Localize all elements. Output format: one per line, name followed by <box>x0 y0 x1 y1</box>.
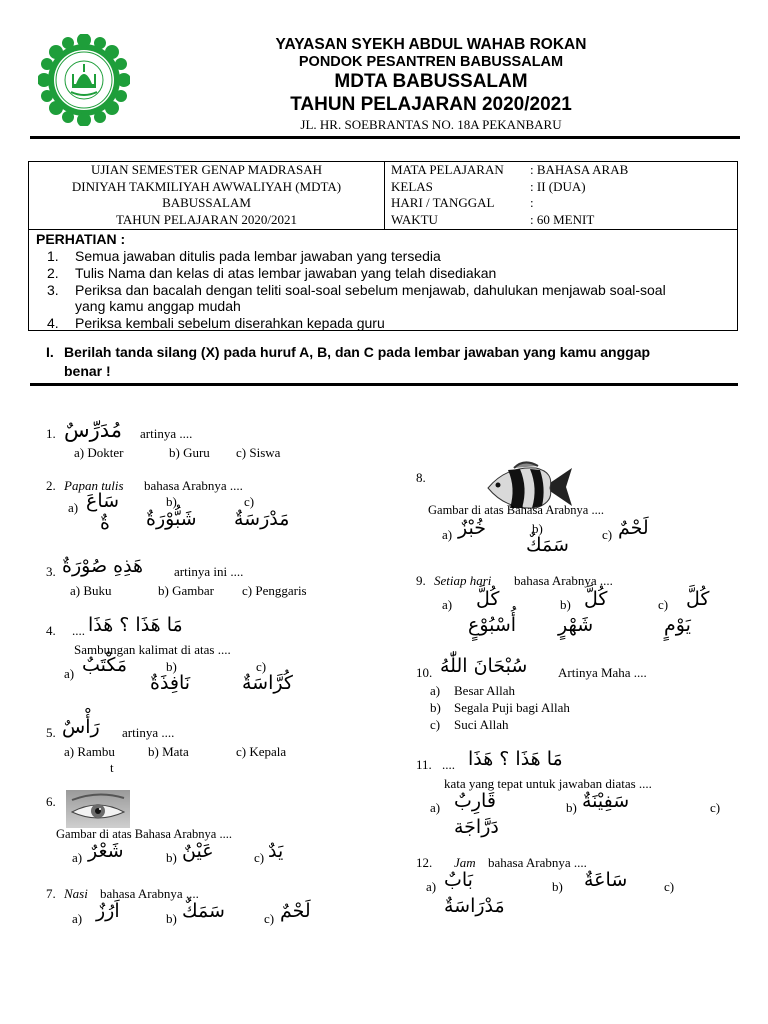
question-number: 11. <box>416 757 432 772</box>
option-a-arabic-top: كُلَّ <box>476 588 500 610</box>
field-value-time: : 60 MENIT <box>530 211 595 227</box>
option-a-arabic-wrap: ةٌ <box>100 512 110 534</box>
option-b-arabic: سَاعَةٌ <box>584 869 628 891</box>
option-a: a) Dokter <box>74 445 124 460</box>
question-number: 8. <box>416 470 426 485</box>
question-text: artinya .... <box>140 426 193 441</box>
field-label-class: KELAS <box>391 178 433 194</box>
option-c-text: Suci Allah <box>454 717 509 732</box>
option-a-arabic: سَاعَ <box>86 490 120 512</box>
option-c: c) Siswa <box>236 445 281 460</box>
option-b: b) Mata <box>148 744 189 759</box>
school-address: JL. HR. SOEBRANTAS NO. 18A PEKANBARU <box>300 117 562 132</box>
question-arabic: رَأْسٌ <box>62 716 100 738</box>
option-b-text: Segala Puji bagi Allah <box>454 700 570 715</box>
header-rule <box>30 136 740 139</box>
field-label-subject: MATA PELAJARAN <box>391 162 504 177</box>
option-a-wrap: t <box>110 760 114 775</box>
option-b: b) <box>560 597 571 612</box>
school-name: PONDOK PESANTREN BABUSSALAM <box>298 54 564 70</box>
question-keyword: Papan tulis <box>64 478 124 493</box>
option-c-arabic-top: كُلَّ <box>686 588 710 610</box>
question-text: kata yang tepat untuk jawaban diatas .... <box>444 776 652 791</box>
option-b: b) <box>166 659 177 674</box>
option-b: b) Gambar <box>158 583 214 598</box>
option-b-arabic: عَيْنٌ <box>182 840 214 862</box>
notice-num: 4. <box>47 315 59 331</box>
instruction-line: benar ! <box>64 363 111 379</box>
option-b: b) <box>166 911 177 926</box>
question-number: 4. <box>46 623 56 638</box>
option-c-arabic: مَدْرَاسَةٌ <box>444 895 505 917</box>
option-a: a) <box>442 527 453 542</box>
option-c: c) <box>602 527 613 542</box>
question-number: 3. <box>46 564 56 579</box>
question-arabic: سُبْحَانَ اللّٰهُ <box>440 655 528 677</box>
question-keyword: Nasi <box>64 886 88 901</box>
option-c-arabic: لَحْمٌ <box>618 517 649 539</box>
option-b: b) <box>552 879 563 894</box>
notice-item: yang kamu anggap mudah <box>75 298 241 314</box>
option-a-arabic: خُبْزٌ <box>458 517 486 539</box>
question-number: 10. <box>416 665 433 680</box>
option-a-arabic: بَابٌ <box>444 869 473 891</box>
question-arabic: مَا هَذَا ؟ هَذَا <box>468 748 563 770</box>
option-a-arabic: مَكْتَبٌ <box>82 654 128 676</box>
option-a-arabic: قَارِبٌ <box>454 790 496 812</box>
option-c: c) <box>264 911 275 926</box>
option-a-arabic: أُسْبُوْعٍ <box>468 614 517 636</box>
exam-fields-cell <box>391 162 731 228</box>
option-a: a) Buku <box>70 583 112 598</box>
field-label-date: HARI / TANGGAL <box>391 195 495 210</box>
question-arabic: مَا هَذَا ؟ هَذَا <box>88 614 183 636</box>
option-c: c) <box>256 659 267 674</box>
question-text: Artinya Maha .... <box>558 665 647 680</box>
field-value-date: : <box>530 195 534 210</box>
question-arabic: هَذِهِ صُوْرَةٌ <box>62 555 144 577</box>
field-value-class: : II (DUA) <box>530 178 586 194</box>
option-c-arabic: مَدْرَسَةٌ <box>234 508 290 530</box>
option-c: c) <box>664 879 675 894</box>
question-text: Gambar di atas Bahasa Arabnya .... <box>56 827 232 841</box>
question-text: bahasa Arabnya .... <box>100 886 199 901</box>
exam-info-box <box>28 161 738 230</box>
question-blank: .... <box>72 623 85 638</box>
question-number: 6. <box>46 794 56 809</box>
notice-item: Periksa kembali sebelum diserahkan kepada guru <box>75 315 385 331</box>
option-b: b) <box>166 850 177 865</box>
option-b-arabic: سَمَكٌ <box>182 900 225 922</box>
question-number: 5. <box>46 725 56 740</box>
notice-num: 1. <box>47 248 59 264</box>
option-c: c) <box>710 800 721 815</box>
option-b-arabic: سَفِيْنَةٌ <box>582 790 630 812</box>
question-number: 9. <box>416 573 426 588</box>
option-a-arabic: شَعْرٌ <box>88 840 124 862</box>
option-a: a) <box>430 800 441 815</box>
notice-title: PERHATIAN : <box>36 231 126 247</box>
notice-item: Periksa dan bacalah dengan teliti soal-soal sebelum menjawab, dahulukan menjawab soal-soal <box>75 282 666 298</box>
field-label-time: WAKTU <box>391 211 438 227</box>
question-number: 1. <box>46 426 56 441</box>
notice-box <box>28 229 738 331</box>
question-keyword: Setiap hari <box>434 573 492 588</box>
option-b-arabic: شَهْرٍ <box>558 614 594 636</box>
section-number: I. <box>46 344 54 360</box>
exam-title-line: DINIYAH TAKMILIYAH AWWALIYAH (MDTA) <box>71 178 342 194</box>
option-b-arabic: سَمَكٌ <box>526 534 569 556</box>
question-arabic: مُدَرِّسٌ <box>64 418 123 442</box>
question-number: 7. <box>46 886 56 901</box>
option-c: c) <box>430 717 441 732</box>
notice-num: 2. <box>47 265 59 281</box>
question-text: bahasa Arabnya .... <box>144 478 243 493</box>
school-logo <box>38 34 130 126</box>
question-text: Sambungan kalimat di atas .... <box>74 642 231 657</box>
option-a: a) <box>68 500 79 515</box>
foundation-name: YAYASAN SYEKH ABDUL WAHAB ROKAN <box>275 36 587 53</box>
option-a-text: Besar Allah <box>454 683 516 698</box>
question-text: Gambar di atas Bahasa Arabnya .... <box>428 503 604 517</box>
option-c-arabic: دَرَّاجَة <box>454 816 499 838</box>
option-c: c) <box>254 850 265 865</box>
option-a: a) Rambu <box>64 744 115 759</box>
option-a-arabic: اَرُزٌ <box>96 900 120 922</box>
instruction-line: Berilah tanda silang (X) pada huruf A, B, dan C pada lembar jawaban yang kamu anggap <box>64 344 651 360</box>
option-c-arabic: كُرَّاسَةٌ <box>242 672 293 694</box>
madrasah-name: MDTA BABUSSALAM <box>334 71 528 92</box>
question-text: artinya .... <box>122 725 175 740</box>
question-keyword: Jam <box>454 855 476 870</box>
section-rule <box>30 383 738 386</box>
option-a: a) <box>442 597 453 612</box>
option-c: c) <box>658 597 669 612</box>
notice-num: 3. <box>47 282 59 298</box>
question-text: bahasa Arabnya .... <box>488 855 587 870</box>
exam-title-line: BABUSSALAM <box>162 195 251 210</box>
exam-title-line: TAHUN PELAJARAN 2020/2021 <box>116 211 297 227</box>
option-b: b) <box>166 494 177 509</box>
option-c: c) <box>244 494 255 509</box>
option-b: b) <box>532 521 543 536</box>
option-a: a) <box>72 850 83 865</box>
option-b-arabic: شَبُّوْرَةٌ <box>146 508 197 530</box>
option-c-arabic: لَحْمٌ <box>280 900 311 922</box>
notice-item: Semua jawaban ditulis pada lembar jawaban yang tersedia <box>75 248 441 264</box>
field-value-subject: : BAHASA ARAB <box>530 162 629 177</box>
question-blank: .... <box>442 757 455 772</box>
option-a: a) <box>72 911 83 926</box>
option-c: c) Penggaris <box>242 583 307 598</box>
academic-year: TAHUN PELAJARAN 2020/2021 <box>290 94 572 115</box>
option-b-arabic: نَافِذَةٌ <box>150 672 191 694</box>
option-b: b) <box>430 700 441 715</box>
question-number: 12. <box>416 855 433 870</box>
option-a: a) <box>430 683 441 698</box>
question-number: 2. <box>46 478 56 493</box>
option-c-arabic: يَدٌ <box>268 840 284 862</box>
option-a: a) <box>64 666 75 681</box>
option-b: b) <box>566 800 577 815</box>
question-text: bahasa Arabnya .... <box>514 573 613 588</box>
option-a: a) <box>426 879 437 894</box>
question-text: artinya ini .... <box>174 564 244 579</box>
option-b-arabic-top: كُلَّ <box>584 588 608 610</box>
option-c-arabic: يَوْمٍ <box>664 614 691 636</box>
option-b: b) Guru <box>169 445 210 460</box>
option-c: c) Kepala <box>236 744 287 759</box>
eye-image <box>66 790 130 828</box>
exam-title-cell <box>29 162 385 229</box>
exam-title-line: UJIAN SEMESTER GENAP MADRASAH <box>90 162 322 177</box>
notice-item: Tulis Nama dan kelas di atas lembar jawaban yang telah disediakan <box>75 265 497 281</box>
